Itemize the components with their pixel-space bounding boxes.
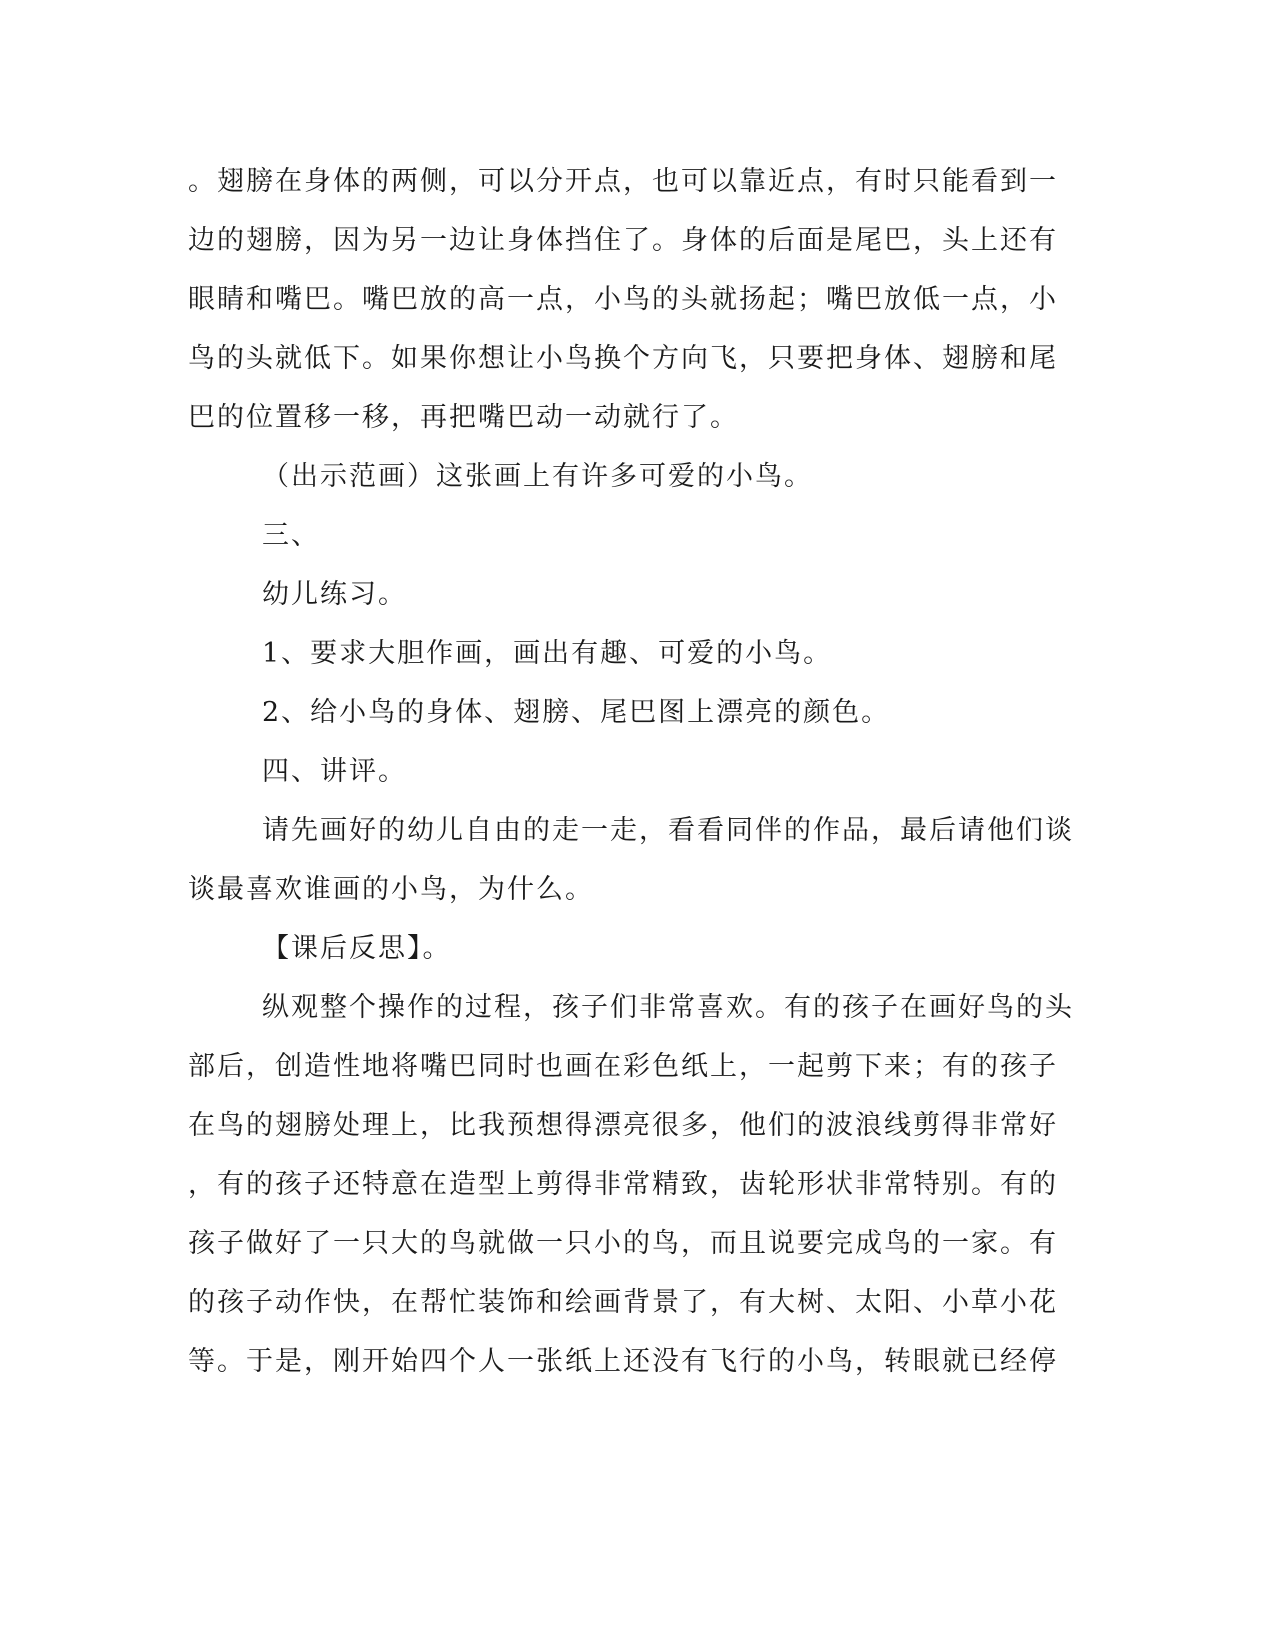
section-heading: 四、讲评。 [262, 756, 407, 787]
text-line: （出示范画）这张画上有许多可爱的小鸟。 [262, 461, 813, 492]
text-line: 在鸟的翅膀处理上，比我预想得漂亮很多，他们的波浪线剪得非常好 [188, 1110, 1058, 1141]
section-heading: 【课后反思】。 [262, 933, 452, 964]
list-item: 2、给小鸟的身体、翅膀、尾巴图上漂亮的颜色。 [262, 697, 891, 728]
list-item: 1、要求大胆作画，画出有趣、可爱的小鸟。 [262, 638, 833, 669]
text-line: 眼睛和嘴巴。嘴巴放的高一点，小鸟的头就扬起；嘴巴放低一点，小 [188, 284, 1058, 315]
section-heading: 三、 [262, 520, 320, 551]
text-line: 边的翅膀，因为另一边让身体挡住了。身体的后面是尾巴，头上还有 [188, 225, 1058, 256]
text-line: 幼儿练习。 [262, 579, 407, 610]
text-line: 鸟的头就低下。如果你想让小鸟换个方向飞，只要把身体、翅膀和尾 [188, 343, 1058, 374]
text-line: 。翅膀在身体的两侧，可以分开点，也可以靠近点，有时只能看到一 [188, 166, 1058, 197]
text-line: ，有的孩子还特意在造型上剪得非常精致，齿轮形状非常特别。有的 [188, 1169, 1058, 1200]
text-line: 谈最喜欢谁画的小鸟，为什么。 [188, 874, 594, 905]
text-line: 请先画好的幼儿自由的走一走，看看同伴的作品，最后请他们谈 [262, 815, 1074, 846]
text-line: 巴的位置移一移，再把嘴巴动一动就行了。 [188, 402, 739, 433]
text-line: 孩子做好了一只大的鸟就做一只小的鸟，而且说要完成鸟的一家。有 [188, 1228, 1058, 1259]
text-line: 纵观整个操作的过程，孩子们非常喜欢。有的孩子在画好鸟的头 [262, 992, 1074, 1023]
text-line: 部后，创造性地将嘴巴同时也画在彩色纸上，一起剪下来；有的孩子 [188, 1051, 1058, 1082]
text-line: 的孩子动作快，在帮忙装饰和绘画背景了，有大树、太阳、小草小花 [188, 1287, 1058, 1318]
text-line: 等。于是，刚开始四个人一张纸上还没有飞行的小鸟，转眼就已经停 [188, 1346, 1058, 1377]
